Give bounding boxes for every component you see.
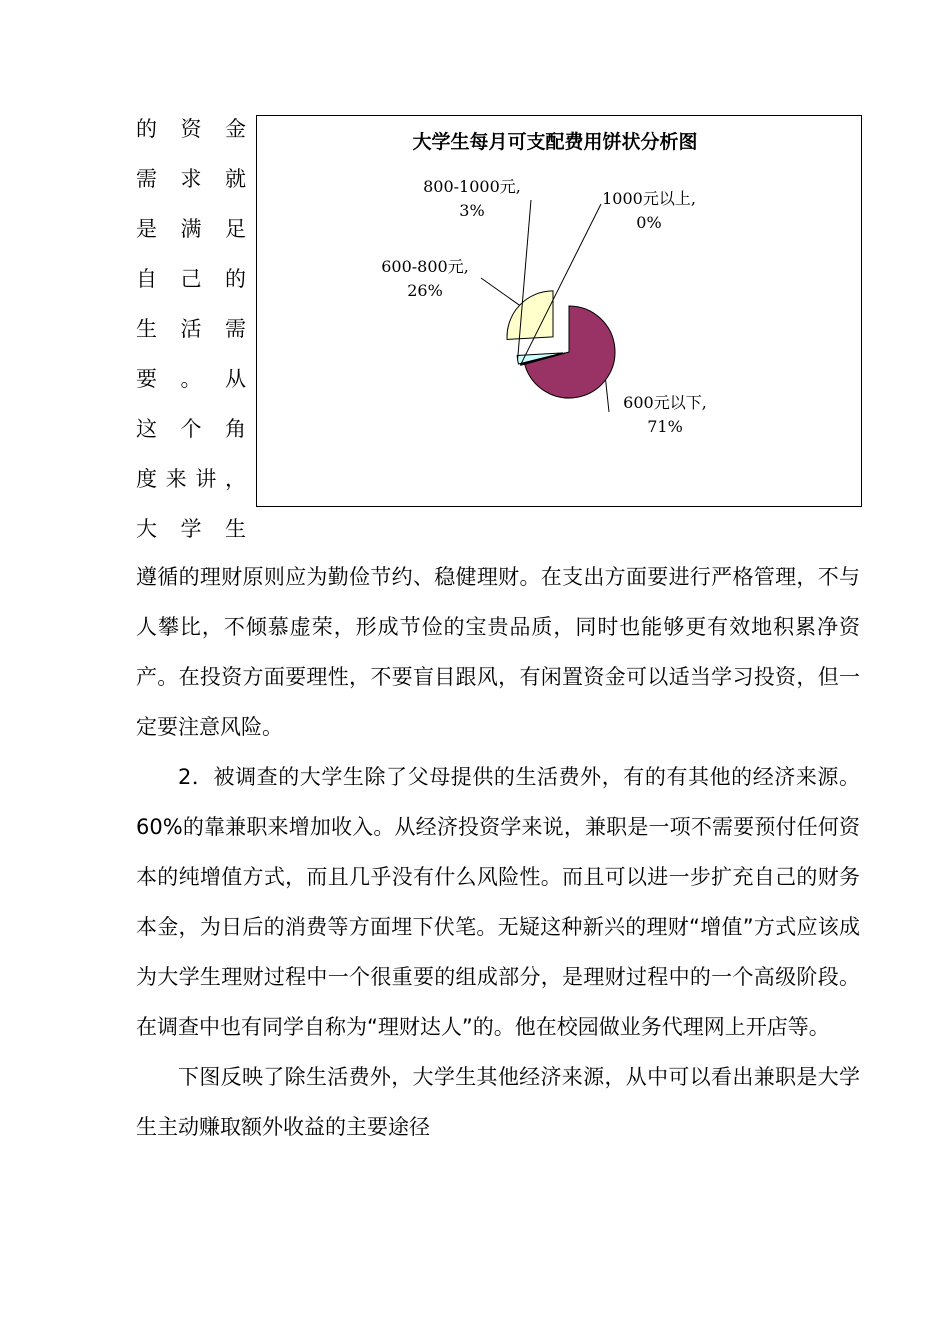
side-line: 生 活 需 bbox=[136, 317, 246, 341]
side-line: 这 个 角 bbox=[136, 417, 246, 441]
slice-label-name: 800-1000元, bbox=[423, 177, 521, 196]
chart-title: 大学生每月可支配费用饼状分析图 bbox=[412, 131, 698, 153]
leader-line bbox=[481, 278, 520, 305]
slice-label-percent: 3% bbox=[459, 201, 485, 220]
slice-label-percent: 0% bbox=[636, 213, 662, 232]
paragraph-3: 下图反映了除生活费外，大学生其他经济来源，从中可以看出兼职是大学生主动赚取额外收益的主要途径 bbox=[136, 1065, 860, 1139]
slice-label-name: 600-800元, bbox=[381, 257, 469, 276]
side-line: 需 求 就 bbox=[136, 167, 246, 191]
side-line: 要 。 从 bbox=[136, 367, 246, 391]
slice-label-percent: 71% bbox=[647, 417, 683, 436]
side-line: 大 学 生 bbox=[136, 517, 246, 541]
side-line: 自 己 的 bbox=[136, 267, 246, 291]
pie-slice bbox=[507, 291, 553, 340]
slice-label-name: 1000元以上, bbox=[602, 189, 696, 208]
side-text-column bbox=[136, 104, 246, 554]
slice-label-name: 600元以下, bbox=[623, 393, 707, 412]
side-line: 是 满 足 bbox=[136, 217, 246, 241]
paragraph-1: 遵循的理财原则应为勤俭节约、稳健理财。在支出方面要进行严格管理，不与人攀比，不倾慕虚荣，形成节俭的宝贵品质，同时也能够更有效地积累净资产。在投资方面要理性，不要盲目跟风，有闲置资金可以适当学习投资，但一定要注意风险。 bbox=[136, 565, 860, 739]
body-text bbox=[136, 552, 860, 1152]
side-line: 度 来 讲 ， bbox=[136, 467, 246, 491]
paragraph-2: 2．被调查的大学生除了父母提供的生活费外，有的有其他的经济来源。60%的靠兼职来增加收入。从经济投资学来说，兼职是一项不需要预付任何资本的纯增值方式，而且几乎没有什么风险性。而且可以进一步扩充自己的财务本金，为日后的消费等方面埋下伏笔。无疑这种新兴的理财“增值”方式应该成为大学生理财过程中一个很重要的组成部分，是理财过程中的一个高级阶段。在调查中也有同学自称为“理财达人”的。他在校园做业务代理网上开店等。 bbox=[136, 765, 860, 1039]
slice-label-percent: 26% bbox=[407, 281, 443, 300]
side-line: 的 资 金 bbox=[136, 117, 246, 141]
pie-chart bbox=[256, 115, 862, 507]
leader-line bbox=[606, 380, 609, 412]
